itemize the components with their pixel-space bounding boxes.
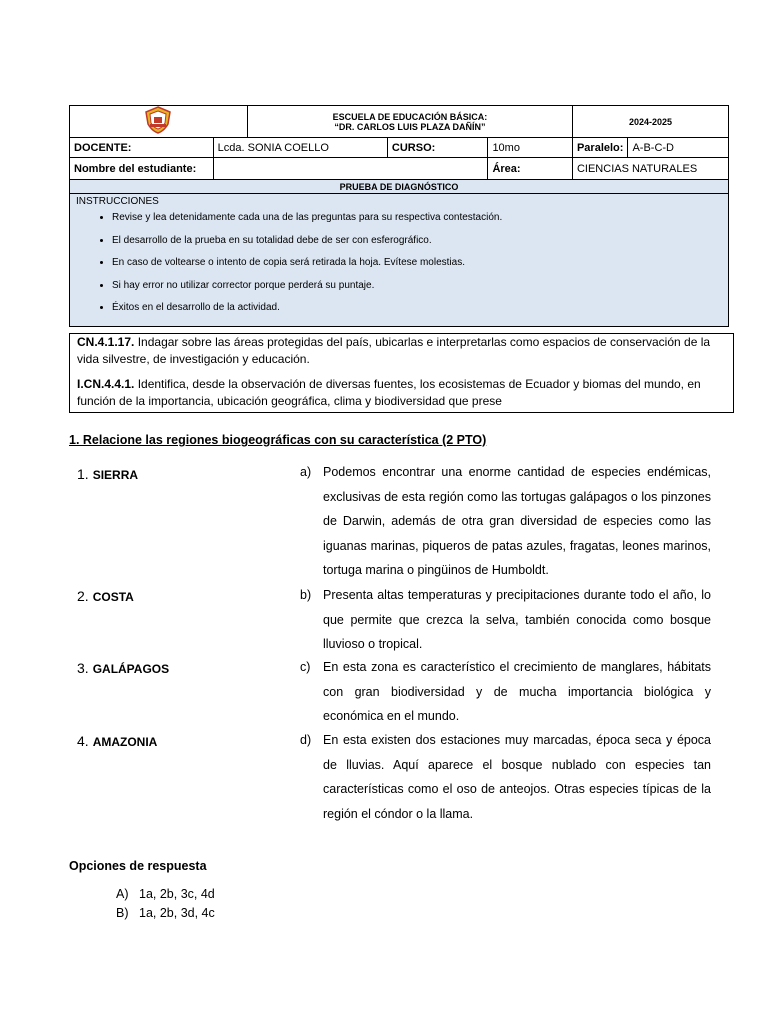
region-item [77,733,157,749]
option-text: 1a, 2b, 3c, 4d [139,887,215,901]
school-logo-cell [70,106,248,138]
instruction-item: • Revise y lea detenidamente cada una de las preguntas para su respectiva contestación. [112,207,722,230]
option-text: 1a, 2b, 3d, 4c [139,906,215,920]
description-letter: b) [300,588,312,602]
description-item [300,655,711,729]
header-table [69,105,729,327]
description-item [300,460,711,583]
option-letter: A) [116,887,129,901]
question-1-title: 1. Relacione las regiones biogeográficas con su característica (2 PTO) [69,433,487,447]
region-item [77,660,169,676]
objective-cn [77,334,729,368]
school-logo-icon [144,106,172,134]
indicator-icn-code: I.CN.4.4.1. [77,377,135,391]
objective-cn-text: Indagar sobre las áreas protegidas del país, ubicarlas e interpretarlas como espacios de conservación de la vida silvestre, de investigación y educación. [77,335,711,366]
school-name-line2: “DR. CARLOS LUIS PLAZA DAÑÍN” [334,121,486,132]
instruction-item: • En caso de voltearse o intento de copia será retirada la hoja. Evítese molestias. [112,252,722,275]
docente-value: Lcda. SONIA COELLO [213,138,387,158]
indicator-icn-text: Identifica, desde la observación de diversas fuentes, los ecosistemas de Ecuador y biomas del mundo, en función de la importancia, ubicación geográfica, clima y biodiversidad que prese [77,377,701,408]
region-item [77,588,134,604]
school-name-line1: ESCUELA DE EDUCACIÓN BÁSICA: [332,111,488,122]
instruction-item: • El desarrollo de la prueba en su totalidad debe de ser con esferográfico. [112,230,722,253]
description-item [300,583,711,657]
region-number: 4. [77,733,89,749]
description-text: Podemos encontrar una enorme cantidad de especies endémicas, exclusivas de esta región como las tortugas galápagos o los pinzones de Darwin, además de otra gran diversidad de especies como las iguanas marinas, piqueros de patas azules, fragatas, leones marinos, tortuga marina o pingüinos de Humboldt. [323,465,711,577]
instruction-item: • Si hay error no utilizar corrector porque perderá su puntaje. [112,275,722,298]
description-text: En esta existen dos estaciones muy marcadas, época seca y época de lluvias. Aquí aparece el bosque nublado con especies tan características como el oso de anteojos. Otras especies típicas de la región el cóndor o la llama. [323,733,711,821]
student-name-label: Nombre del estudiante: [70,158,214,180]
options-title: Opciones de respuesta [69,859,207,873]
objectives-box [69,333,734,413]
region-name: SIERRA [92,468,139,482]
instructions-block [70,194,729,327]
paralelo-value: A-B-C-D [628,138,729,158]
region-number: 1. [77,466,89,482]
region-number: 2. [77,588,89,604]
curso-label: CURSO: [387,138,488,158]
area-value: CIENCIAS NATURALES [572,158,728,180]
description-text: En esta zona es característico el crecimiento de manglares, hábitats con gran biodiversidad y de mucha importancia biológica y económica en el mundo. [323,660,711,723]
region-name: GALÁPAGOS [92,662,170,676]
area-label: Área: [488,158,573,180]
test-title: PRUEBA DE DIAGNÓSTICO [70,180,729,194]
option-letter: B) [116,906,129,920]
region-number: 3. [77,660,89,676]
description-letter: d) [300,733,312,747]
student-name-field[interactable] [213,158,488,180]
region-name: AMAZONIA [92,735,158,749]
answer-option[interactable] [116,887,215,901]
indicator-icn [77,376,729,410]
curso-value: 10mo [488,138,573,158]
docente-label: DOCENTE: [70,138,214,158]
description-item [300,728,711,826]
instructions-list [76,207,722,320]
description-text: Presenta altas temperaturas y precipitaciones durante todo el año, lo que permite que crezca la selva, también conocida como bosque lluvioso o tropical. [323,588,711,651]
answer-option[interactable] [116,906,215,920]
description-letter: c) [300,660,311,674]
paralelo-label: Paralelo: [572,138,627,158]
school-year: 2024-2025 [572,106,728,138]
description-letter: a) [300,465,312,479]
region-item [77,466,138,482]
region-name: COSTA [92,590,134,604]
school-name-cell [247,106,572,138]
instruction-item: • Éxitos en el desarrollo de la actividad. [112,297,722,320]
instructions-title: INSTRUCCIONES [76,196,159,207]
objective-cn-code: CN.4.1.17. [77,335,135,349]
